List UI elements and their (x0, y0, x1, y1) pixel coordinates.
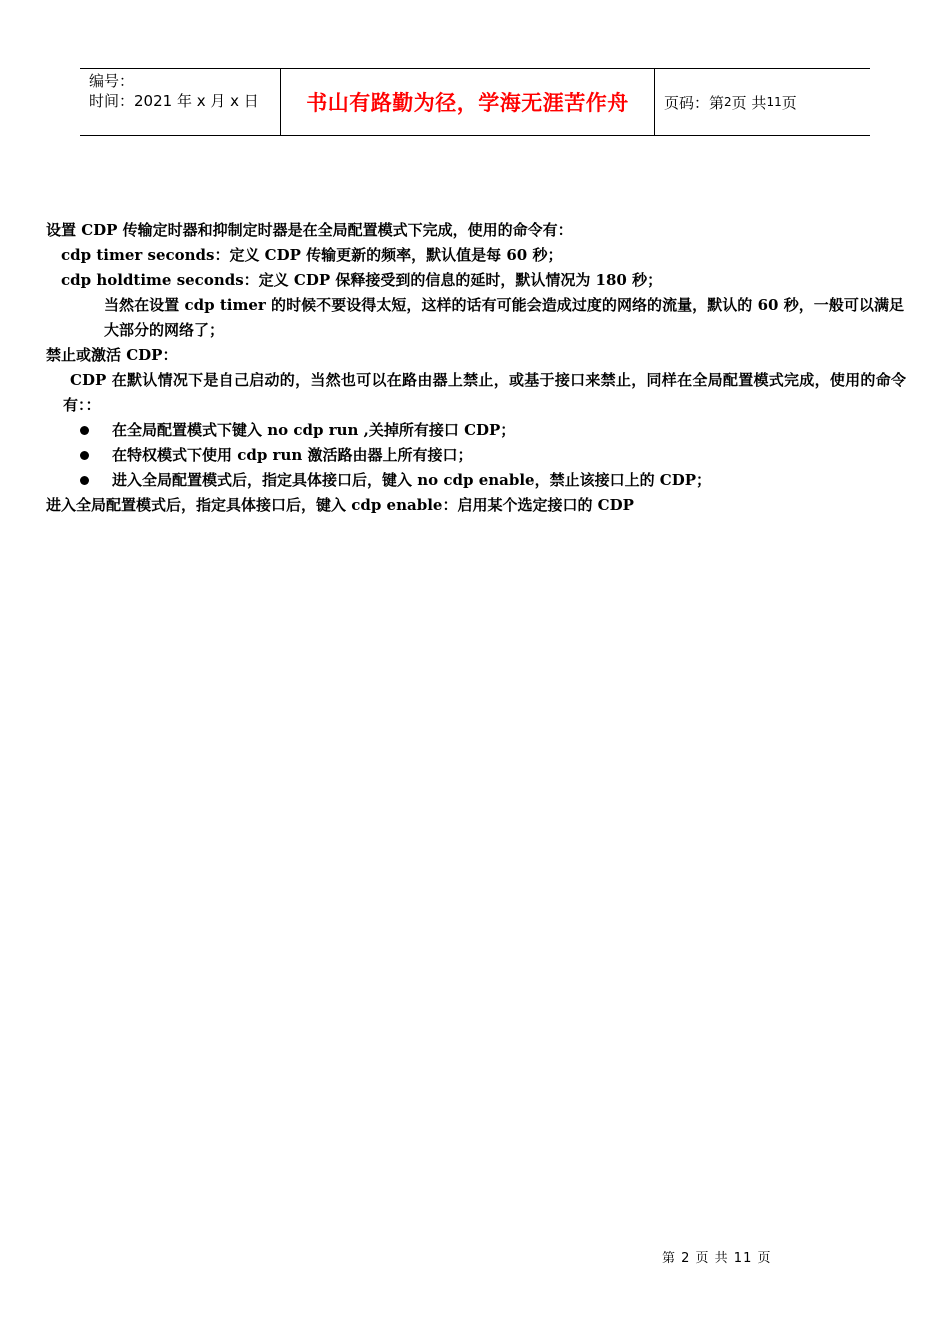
bullet-icon (80, 451, 89, 460)
list-item (46, 418, 906, 443)
list-item-text: 进入全局配置模式后，指定具体接口后，键入 no cdp enable，禁止该接口上的 CDP； (112, 471, 712, 489)
list-item-text: 在全局配置模式下键入 no cdp run ,关掉所有接口 CDP； (112, 421, 516, 439)
header-meta (80, 69, 281, 135)
page-suffix: 页 (781, 93, 797, 112)
disable-paragraph: CDP 在默认情况下是自己启动的，当然也可以在路由器上禁止，或基于接口来禁止，同样在全局配置模式完成，使用的命令有：： (63, 371, 906, 414)
list-item (46, 468, 906, 493)
cdp-timer-line: cdp timer seconds：定义 CDP 传输更新的频率，默认值是每 60 秒； (61, 246, 563, 264)
document-number-label: 编号： (89, 72, 135, 90)
page-current-number: 2 (724, 95, 732, 109)
page-footer: 第 2 页 共 11 页 (662, 1251, 772, 1266)
enable-line: 进入全局配置模式后，指定具体接口后，键入 cdp enable：启用某个选定接口的 CDP (46, 496, 634, 514)
page-total-number: 11 (766, 95, 782, 109)
page-header (80, 68, 870, 136)
header-page-info (655, 69, 870, 135)
bullet-icon (80, 476, 89, 485)
page-prefix: 页码：第 (664, 93, 725, 112)
timer-note-paragraph: 当然在设置 cdp timer 的时候不要设得太短，这样的话有可能会造成过度的网络的流量，默认的 60 秒，一般可以满足大部分的网络了； (104, 296, 904, 339)
document-body (46, 218, 906, 518)
document-time-label: 时间：2021 年 x 月 x 日 (89, 92, 259, 110)
list-item-text: 在特权模式下使用 cdp run 激活路由器上所有接口； (112, 446, 473, 464)
header-motto: 书山有路勤为径，学海无涯苦作舟 (281, 69, 655, 135)
intro-line: 设置 CDP 传输定时器和抑制定时器是在全局配置模式下完成，使用的命令有： (46, 221, 573, 239)
bullet-icon (80, 426, 89, 435)
cdp-holdtime-line: cdp holdtime seconds：定义 CDP 保释接受到的信息的延时，默认情况为 180 秒； (61, 271, 663, 289)
page-mid: 页 共 (731, 93, 767, 112)
disable-heading: 禁止或激活 CDP： (46, 346, 178, 364)
list-item (46, 443, 906, 468)
